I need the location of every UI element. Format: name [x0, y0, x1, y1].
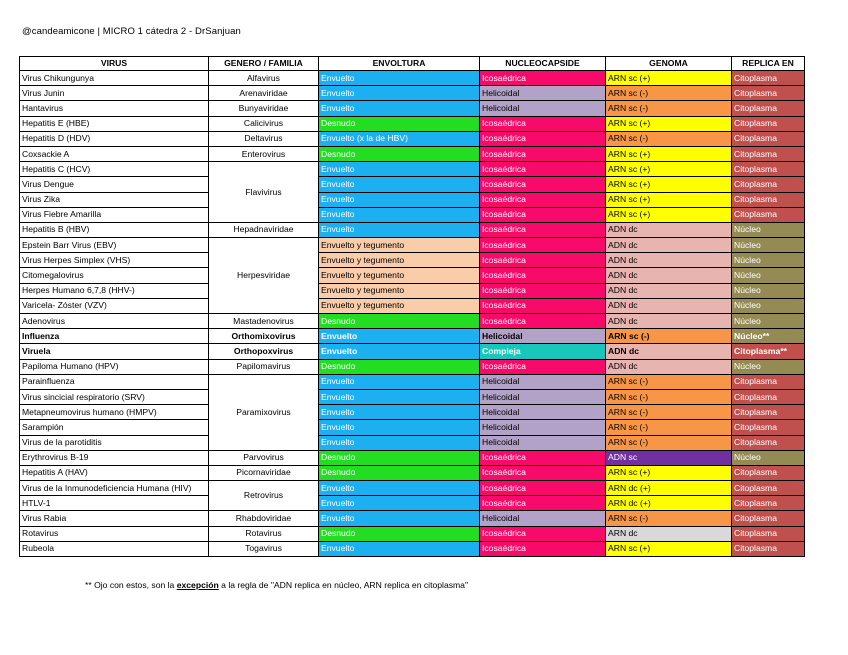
nucleocapside-cell: Helicoidal — [480, 86, 606, 101]
family-cell: Flavivirus — [209, 162, 319, 223]
envoltura-cell: Envuelto — [319, 344, 480, 359]
replica-cell: Núcleo — [732, 314, 805, 329]
table-row — [20, 465, 805, 480]
virus-name-cell: Hepatitis A (HAV) — [20, 465, 209, 480]
genoma-cell: ARN sc (+) — [606, 207, 732, 222]
table-row — [20, 86, 805, 101]
nucleocapside-cell: Compleja — [480, 344, 606, 359]
table-row — [20, 268, 805, 283]
virus-name-cell: Virus de la parotiditis — [20, 435, 209, 450]
replica-cell: Citoplasma — [732, 374, 805, 389]
virus-name-cell: Coxsackie A — [20, 146, 209, 161]
virus-name-cell: Epstein Barr Virus (EBV) — [20, 238, 209, 253]
virus-name-cell: Hepatitis D (HDV) — [20, 131, 209, 146]
genoma-cell: ARN sc (-) — [606, 511, 732, 526]
family-cell: Retrovirus — [209, 481, 319, 511]
nucleocapside-cell: Icosaédrica — [480, 238, 606, 253]
nucleocapside-cell: Helicoidal — [480, 389, 606, 404]
table-row — [20, 389, 805, 404]
envoltura-cell: Envuelto — [319, 192, 480, 207]
envoltura-cell: Desnudo — [319, 526, 480, 541]
replica-cell: Citoplasma — [732, 541, 805, 556]
genoma-cell: ARN sc (+) — [606, 71, 732, 86]
virus-name-cell: Hepatitis C (HCV) — [20, 162, 209, 177]
table-row — [20, 162, 805, 177]
table-row — [20, 207, 805, 222]
genoma-cell: ARN dc — [606, 526, 732, 541]
nucleocapside-cell: Icosaédrica — [480, 283, 606, 298]
family-cell: Arenaviridae — [209, 86, 319, 101]
family-cell: Calicivirus — [209, 116, 319, 131]
table-row — [20, 435, 805, 450]
genoma-cell: ADN dc — [606, 283, 732, 298]
family-cell: Herpesviridae — [209, 238, 319, 314]
footnote — [85, 580, 468, 590]
nucleocapside-cell: Icosaédrica — [480, 450, 606, 465]
envoltura-cell: Desnudo — [319, 116, 480, 131]
genoma-cell: ADN sc — [606, 450, 732, 465]
table-row — [20, 253, 805, 268]
nucleocapside-cell: Icosaédrica — [480, 496, 606, 511]
table-row — [20, 71, 805, 86]
table-row — [20, 329, 805, 344]
genoma-cell: ADN dc — [606, 314, 732, 329]
column-header-envoltura: ENVOLTURA — [319, 57, 480, 71]
virus-name-cell: Hantavirus — [20, 101, 209, 116]
column-header-nucleocapside: NUCLEOCAPSIDE — [480, 57, 606, 71]
column-header-familia: GENERO / FAMILIA — [209, 57, 319, 71]
genoma-cell: ARN sc (-) — [606, 405, 732, 420]
virus-name-cell: Sarampión — [20, 420, 209, 435]
envoltura-cell: Envuelto y tegumento — [319, 283, 480, 298]
table-row — [20, 238, 805, 253]
table-row — [20, 359, 805, 374]
nucleocapside-cell: Icosaédrica — [480, 207, 606, 222]
genoma-cell: ARN sc (+) — [606, 162, 732, 177]
envoltura-cell: Envuelto — [319, 541, 480, 556]
envoltura-cell: Envuelto — [319, 405, 480, 420]
replica-cell: Citoplasma — [732, 526, 805, 541]
replica-cell: Citoplasma — [732, 496, 805, 511]
virus-name-cell: Rubeola — [20, 541, 209, 556]
nucleocapside-cell: Helicoidal — [480, 374, 606, 389]
family-cell: Orthomixovirus — [209, 329, 319, 344]
genoma-cell: ARN sc (-) — [606, 101, 732, 116]
nucleocapside-cell: Helicoidal — [480, 435, 606, 450]
table-row — [20, 405, 805, 420]
column-header-genoma: GENOMA — [606, 57, 732, 71]
envoltura-cell: Desnudo — [319, 314, 480, 329]
virus-name-cell: Virus de la Inmunodeficiencia Humana (HIV) — [20, 481, 209, 496]
footnote-emphasis: excepción — [176, 580, 219, 590]
replica-cell: Núcleo — [732, 283, 805, 298]
family-cell: Rhabdoviridae — [209, 511, 319, 526]
nucleocapside-cell: Icosaédrica — [480, 253, 606, 268]
replica-cell: Citoplasma — [732, 101, 805, 116]
genoma-cell: ARN sc (-) — [606, 86, 732, 101]
table-row — [20, 541, 805, 556]
table-row — [20, 420, 805, 435]
nucleocapside-cell: Icosaédrica — [480, 146, 606, 161]
family-cell: Hepadnaviridae — [209, 222, 319, 237]
genoma-cell: ARN sc (-) — [606, 389, 732, 404]
replica-cell: Citoplasma — [732, 435, 805, 450]
virus-name-cell: Virus Fiebre Amarilla — [20, 207, 209, 222]
table-row — [20, 222, 805, 237]
replica-cell: Citoplasma — [732, 116, 805, 131]
table-body — [20, 71, 805, 557]
envoltura-cell: Envuelto — [319, 435, 480, 450]
virus-name-cell: Adenovirus — [20, 314, 209, 329]
replica-cell: Núcleo — [732, 359, 805, 374]
virus-name-cell: Varicela- Zóster (VZV) — [20, 298, 209, 313]
genoma-cell: ADN dc — [606, 359, 732, 374]
envoltura-cell: Envuelto y tegumento — [319, 268, 480, 283]
replica-cell: Citoplasma — [732, 481, 805, 496]
virus-name-cell: Herpes Humano 6,7,8 (HHV-) — [20, 283, 209, 298]
replica-cell: Citoplasma — [732, 207, 805, 222]
nucleocapside-cell: Icosaédrica — [480, 222, 606, 237]
envoltura-cell: Envuelto — [319, 222, 480, 237]
nucleocapside-cell: Icosaédrica — [480, 541, 606, 556]
genoma-cell: ARN sc (+) — [606, 177, 732, 192]
genoma-cell: ARN sc (+) — [606, 116, 732, 131]
table-row — [20, 177, 805, 192]
replica-cell: Citoplasma — [732, 146, 805, 161]
table-row — [20, 146, 805, 161]
genoma-cell: ADN dc — [606, 222, 732, 237]
virus-table — [19, 56, 805, 557]
envoltura-cell: Envuelto — [319, 177, 480, 192]
table-row — [20, 131, 805, 146]
table-row — [20, 481, 805, 496]
column-header-virus: VIRUS — [20, 57, 209, 71]
envoltura-cell: Envuelto — [319, 389, 480, 404]
virus-name-cell: Virus Chikungunya — [20, 71, 209, 86]
envoltura-cell: Envuelto — [319, 420, 480, 435]
genoma-cell: ARN dc (+) — [606, 496, 732, 511]
table-row — [20, 116, 805, 131]
replica-cell: Citoplasma — [732, 420, 805, 435]
envoltura-cell: Desnudo — [319, 450, 480, 465]
envoltura-cell: Envuelto — [319, 162, 480, 177]
genoma-cell: ARN sc (-) — [606, 435, 732, 450]
replica-cell: Citoplasma — [732, 86, 805, 101]
nucleocapside-cell: Icosaédrica — [480, 177, 606, 192]
column-header-replica: REPLICA EN — [732, 57, 805, 71]
replica-cell: Núcleo — [732, 238, 805, 253]
table-row — [20, 496, 805, 511]
envoltura-cell: Desnudo — [319, 359, 480, 374]
replica-cell: Citoplasma — [732, 389, 805, 404]
document-header: @candeamicone | MICRO 1 cátedra 2 - DrSanjuan — [22, 26, 241, 37]
replica-cell: Núcleo — [732, 268, 805, 283]
nucleocapside-cell: Helicoidal — [480, 101, 606, 116]
nucleocapside-cell: Icosaédrica — [480, 465, 606, 480]
family-cell: Bunyaviridae — [209, 101, 319, 116]
virus-name-cell: Virus Rabia — [20, 511, 209, 526]
family-cell: Rotavirus — [209, 526, 319, 541]
genoma-cell: ARN sc (+) — [606, 146, 732, 161]
replica-cell: Citoplasma** — [732, 344, 805, 359]
envoltura-cell: Envuelto — [319, 481, 480, 496]
family-cell: Picornaviridae — [209, 465, 319, 480]
table-row — [20, 450, 805, 465]
envoltura-cell: Envuelto y tegumento — [319, 253, 480, 268]
virus-name-cell: Metapneumovirus humano (HMPV) — [20, 405, 209, 420]
replica-cell: Núcleo — [732, 450, 805, 465]
nucleocapside-cell: Icosaédrica — [480, 131, 606, 146]
nucleocapside-cell: Icosaédrica — [480, 481, 606, 496]
genoma-cell: ARN sc (+) — [606, 192, 732, 207]
envoltura-cell: Envuelto — [319, 496, 480, 511]
envoltura-cell: Envuelto — [319, 101, 480, 116]
nucleocapside-cell: Icosaédrica — [480, 116, 606, 131]
nucleocapside-cell: Helicoidal — [480, 329, 606, 344]
family-cell: Togavirus — [209, 541, 319, 556]
envoltura-cell: Envuelto — [319, 511, 480, 526]
envoltura-cell: Envuelto — [319, 71, 480, 86]
table-row — [20, 511, 805, 526]
nucleocapside-cell: Icosaédrica — [480, 268, 606, 283]
genoma-cell: ARN sc (+) — [606, 541, 732, 556]
family-cell: Papilomavirus — [209, 359, 319, 374]
family-cell: Parvovirus — [209, 450, 319, 465]
virus-name-cell: Papiloma Humano (HPV) — [20, 359, 209, 374]
table-row — [20, 283, 805, 298]
genoma-cell: ADN dc — [606, 253, 732, 268]
footnote-suffix: a la regla de "ADN replica en núcleo, ARN replica en citoplasma" — [218, 580, 469, 590]
family-cell: Enterovirus — [209, 146, 319, 161]
envoltura-cell: Envuelto — [319, 374, 480, 389]
table-row — [20, 344, 805, 359]
family-cell: Mastadenovirus — [209, 314, 319, 329]
nucleocapside-cell: Icosaédrica — [480, 71, 606, 86]
virus-name-cell: Erythrovirus B-19 — [20, 450, 209, 465]
replica-cell: Citoplasma — [732, 511, 805, 526]
genoma-cell: ARN sc (-) — [606, 131, 732, 146]
table-row — [20, 374, 805, 389]
replica-cell: Núcleo — [732, 253, 805, 268]
virus-name-cell: Hepatitis B (HBV) — [20, 222, 209, 237]
virus-name-cell: Rotavirus — [20, 526, 209, 541]
envoltura-cell: Envuelto y tegumento — [319, 298, 480, 313]
envoltura-cell: Envuelto (x la de HBV) — [319, 131, 480, 146]
replica-cell: Núcleo — [732, 222, 805, 237]
family-cell: Orthopoxvirus — [209, 344, 319, 359]
nucleocapside-cell: Helicoidal — [480, 511, 606, 526]
nucleocapside-cell: Icosaédrica — [480, 359, 606, 374]
nucleocapside-cell: Icosaédrica — [480, 314, 606, 329]
replica-cell: Citoplasma — [732, 177, 805, 192]
genoma-cell: ARN sc (+) — [606, 465, 732, 480]
envoltura-cell: Envuelto — [319, 207, 480, 222]
envoltura-cell: Envuelto — [319, 86, 480, 101]
virus-name-cell: Virus Zika — [20, 192, 209, 207]
table-row — [20, 298, 805, 313]
genoma-cell: ARN sc (-) — [606, 374, 732, 389]
table-row — [20, 192, 805, 207]
footnote-prefix: ** Ojo con estos, son la — [85, 580, 177, 590]
family-cell: Paramixovirus — [209, 374, 319, 450]
nucleocapside-cell: Helicoidal — [480, 405, 606, 420]
envoltura-cell: Desnudo — [319, 146, 480, 161]
replica-cell: Citoplasma — [732, 162, 805, 177]
nucleocapside-cell: Icosaédrica — [480, 162, 606, 177]
genoma-cell: ADN dc — [606, 298, 732, 313]
table-row — [20, 101, 805, 116]
nucleocapside-cell: Helicoidal — [480, 420, 606, 435]
envoltura-cell: Envuelto — [319, 329, 480, 344]
envoltura-cell: Envuelto y tegumento — [319, 238, 480, 253]
genoma-cell: ADN dc — [606, 238, 732, 253]
family-cell: Deltavirus — [209, 131, 319, 146]
virus-name-cell: Virus sincicial respiratorio (SRV) — [20, 389, 209, 404]
virus-name-cell: HTLV-1 — [20, 496, 209, 511]
replica-cell: Citoplasma — [732, 465, 805, 480]
virus-name-cell: Virus Herpes Simplex (VHS) — [20, 253, 209, 268]
virus-name-cell: Hepatitis E (HBE) — [20, 116, 209, 131]
replica-cell: Citoplasma — [732, 405, 805, 420]
virus-name-cell: Virus Junin — [20, 86, 209, 101]
virus-name-cell: Parainfluenza — [20, 374, 209, 389]
table-row — [20, 526, 805, 541]
genoma-cell: ARN sc (-) — [606, 329, 732, 344]
nucleocapside-cell: Icosaédrica — [480, 298, 606, 313]
virus-name-cell: Viruela — [20, 344, 209, 359]
virus-name-cell: Virus Dengue — [20, 177, 209, 192]
genoma-cell: ADN dc — [606, 268, 732, 283]
nucleocapside-cell: Icosaédrica — [480, 192, 606, 207]
table-header-row — [20, 57, 805, 71]
envoltura-cell: Desnudo — [319, 465, 480, 480]
genoma-cell: ARN dc (+) — [606, 481, 732, 496]
family-cell: Alfavirus — [209, 71, 319, 86]
replica-cell: Citoplasma — [732, 131, 805, 146]
virus-name-cell: Influenza — [20, 329, 209, 344]
replica-cell: Citoplasma — [732, 192, 805, 207]
table-row — [20, 314, 805, 329]
nucleocapside-cell: Icosaédrica — [480, 526, 606, 541]
genoma-cell: ADN dc — [606, 344, 732, 359]
genoma-cell: ARN sc (-) — [606, 420, 732, 435]
replica-cell: Núcleo — [732, 298, 805, 313]
virus-name-cell: Citomegalovirus — [20, 268, 209, 283]
replica-cell: Citoplasma — [732, 71, 805, 86]
replica-cell: Núcleo** — [732, 329, 805, 344]
